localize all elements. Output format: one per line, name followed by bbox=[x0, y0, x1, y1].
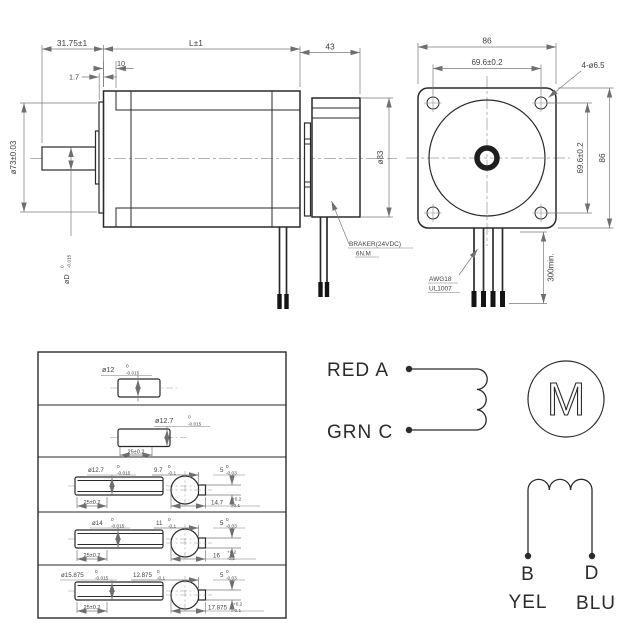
brake-body bbox=[312, 98, 360, 217]
key-dim: 5 bbox=[220, 467, 224, 474]
across-tol-lo: -0.1 bbox=[233, 608, 242, 613]
dia-tol-lo: -0.015 bbox=[111, 523, 125, 529]
key-tol-lo: -0.03 bbox=[226, 575, 237, 581]
dia-tol-lo: -0.015 bbox=[188, 421, 202, 427]
flat-dim: 12.875 bbox=[133, 572, 152, 579]
across-dim: 14.7 bbox=[211, 499, 224, 507]
dim-wire-length: 300min. bbox=[546, 253, 556, 282]
dia-tol-hi: 0 bbox=[111, 517, 114, 522]
key-tol-hi: 0 bbox=[226, 517, 229, 522]
dia-tol-lo: -0.015 bbox=[95, 575, 109, 581]
shaft-stub bbox=[75, 530, 163, 548]
dia-label: ø12 bbox=[102, 365, 115, 374]
terminal-b-label: B bbox=[521, 564, 535, 585]
flat-tol-hi: 0 bbox=[168, 517, 171, 522]
dim-hole-pitch-vertical: 69.6±0.2 bbox=[576, 142, 585, 174]
flat-dim: 11 bbox=[156, 520, 163, 527]
terminal-d-label: D bbox=[584, 563, 600, 584]
key-tol-lo: -0.03 bbox=[226, 470, 237, 476]
wire-standard-label: UL1007 bbox=[429, 285, 452, 293]
key-dim: 5 bbox=[220, 572, 224, 579]
holes-leader bbox=[549, 71, 582, 98]
wire-color-d-label: BLU bbox=[576, 593, 616, 614]
motor-shaft bbox=[42, 147, 96, 170]
dim-brake-diameter: ø83 bbox=[376, 150, 385, 165]
length-label: 25±0.2 bbox=[83, 605, 101, 611]
brake-detail-lines bbox=[312, 108, 360, 118]
dim-shaft-diameter: øD bbox=[62, 274, 71, 284]
mounting-holes-label: 4-ø6.5 bbox=[581, 61, 605, 70]
dia-tol-hi: 0 bbox=[126, 363, 129, 369]
dim-flange-width: 86 bbox=[482, 35, 492, 46]
dim-body-length: L±1 bbox=[189, 38, 203, 48]
across-tol-hi: +0.2 bbox=[232, 496, 242, 502]
dia-label: ø14 bbox=[92, 520, 103, 527]
dia-label: ø12.7 bbox=[88, 467, 104, 474]
length-label: 25±0.2 bbox=[83, 500, 101, 506]
dia-label: ø15.875 bbox=[61, 572, 84, 579]
dia-tol-lo: -0.015 bbox=[117, 470, 131, 476]
shaft-stub bbox=[75, 582, 163, 600]
dim-shaft-length: 31.75±1 bbox=[56, 38, 88, 48]
wire-color-b-label: YEL bbox=[508, 592, 548, 613]
motor-body-detail-lines bbox=[116, 91, 300, 227]
motor-side-view bbox=[30, 91, 397, 309]
shaft-stub bbox=[118, 379, 160, 397]
key-tol-hi: 0 bbox=[226, 464, 229, 469]
lead-a-label: RED A bbox=[327, 360, 390, 381]
across-tol-lo: -0.1 bbox=[227, 556, 236, 561]
across-tol-hi: +0.2 bbox=[227, 549, 237, 555]
terminal-c-dot bbox=[406, 427, 412, 433]
wiring-diagram bbox=[327, 360, 616, 614]
flat-tol-hi: 0 bbox=[157, 569, 160, 574]
dia-tol-hi: 0 bbox=[95, 569, 98, 574]
brake-lead-wires bbox=[318, 217, 329, 297]
dim-flange-diameter: ø73±0.03 bbox=[9, 140, 18, 175]
across-tol-hi: +0.2 bbox=[233, 601, 243, 607]
motor-symbol-letter: M bbox=[546, 373, 586, 425]
dim-brake-length: 43 bbox=[325, 41, 335, 52]
dia-tol-hi: 0 bbox=[117, 464, 120, 469]
key-tol-lo: -0.03 bbox=[226, 523, 237, 529]
shaft-dia-tol-lower: -0.015 bbox=[66, 254, 72, 268]
dia-tol-lo: -0.015 bbox=[126, 370, 140, 376]
terminal-a-dot bbox=[406, 366, 412, 372]
length-label: 25±0.2 bbox=[127, 449, 145, 456]
dim-pilot-depth: 10 bbox=[117, 59, 125, 68]
dim-washer-thickness: 1.7 bbox=[69, 72, 79, 82]
dia-tol-hi: 0 bbox=[188, 414, 191, 420]
front-view-dimensions bbox=[418, 36, 614, 304]
shaft-stub bbox=[118, 429, 170, 447]
motor-front-view bbox=[406, 76, 570, 307]
motor-lead-wires-side bbox=[277, 227, 288, 309]
dim-hole-pitch-horizontal: 69.6±0.2 bbox=[471, 58, 503, 67]
brake-torque-label: 6N.M bbox=[356, 250, 371, 258]
flat-tol-lo: -0.1 bbox=[168, 523, 177, 529]
shaft-stub bbox=[75, 477, 163, 495]
dim-flange-height: 86 bbox=[597, 153, 607, 163]
shaft-dia-tol-upper: 0 bbox=[59, 265, 65, 268]
phase-bd-coil bbox=[528, 479, 592, 556]
flat-dim: 9.7 bbox=[154, 467, 163, 474]
motor-lead-wires-front bbox=[472, 228, 506, 307]
motor-body bbox=[104, 91, 301, 227]
flat-tol-lo: -0.1 bbox=[168, 470, 177, 476]
key-dim: 5 bbox=[220, 520, 224, 527]
brake-leader bbox=[332, 201, 350, 244]
across-tol-lo: -0.1 bbox=[232, 503, 241, 508]
wire-gauge-label: AWG18 bbox=[429, 276, 452, 283]
dia-label: ø12.7 bbox=[155, 416, 174, 425]
brake-label: BRAKER(24VDC) bbox=[349, 241, 402, 248]
brake-adapter-plate bbox=[305, 123, 311, 216]
across-dim: 16 bbox=[213, 552, 220, 560]
shaft-options-table bbox=[38, 352, 286, 618]
terminal-d-dot bbox=[589, 553, 595, 559]
terminal-b-dot bbox=[525, 553, 531, 559]
flat-tol-hi: 0 bbox=[168, 464, 171, 469]
key-tol-hi: 0 bbox=[226, 569, 229, 574]
flat-tol-lo: -0.1 bbox=[157, 575, 166, 581]
across-dim: 17.875 bbox=[208, 604, 227, 612]
length-label: 25±0.2 bbox=[83, 553, 101, 559]
lead-c-label: GRN C bbox=[327, 422, 394, 443]
phase-ac-coil bbox=[412, 369, 487, 430]
